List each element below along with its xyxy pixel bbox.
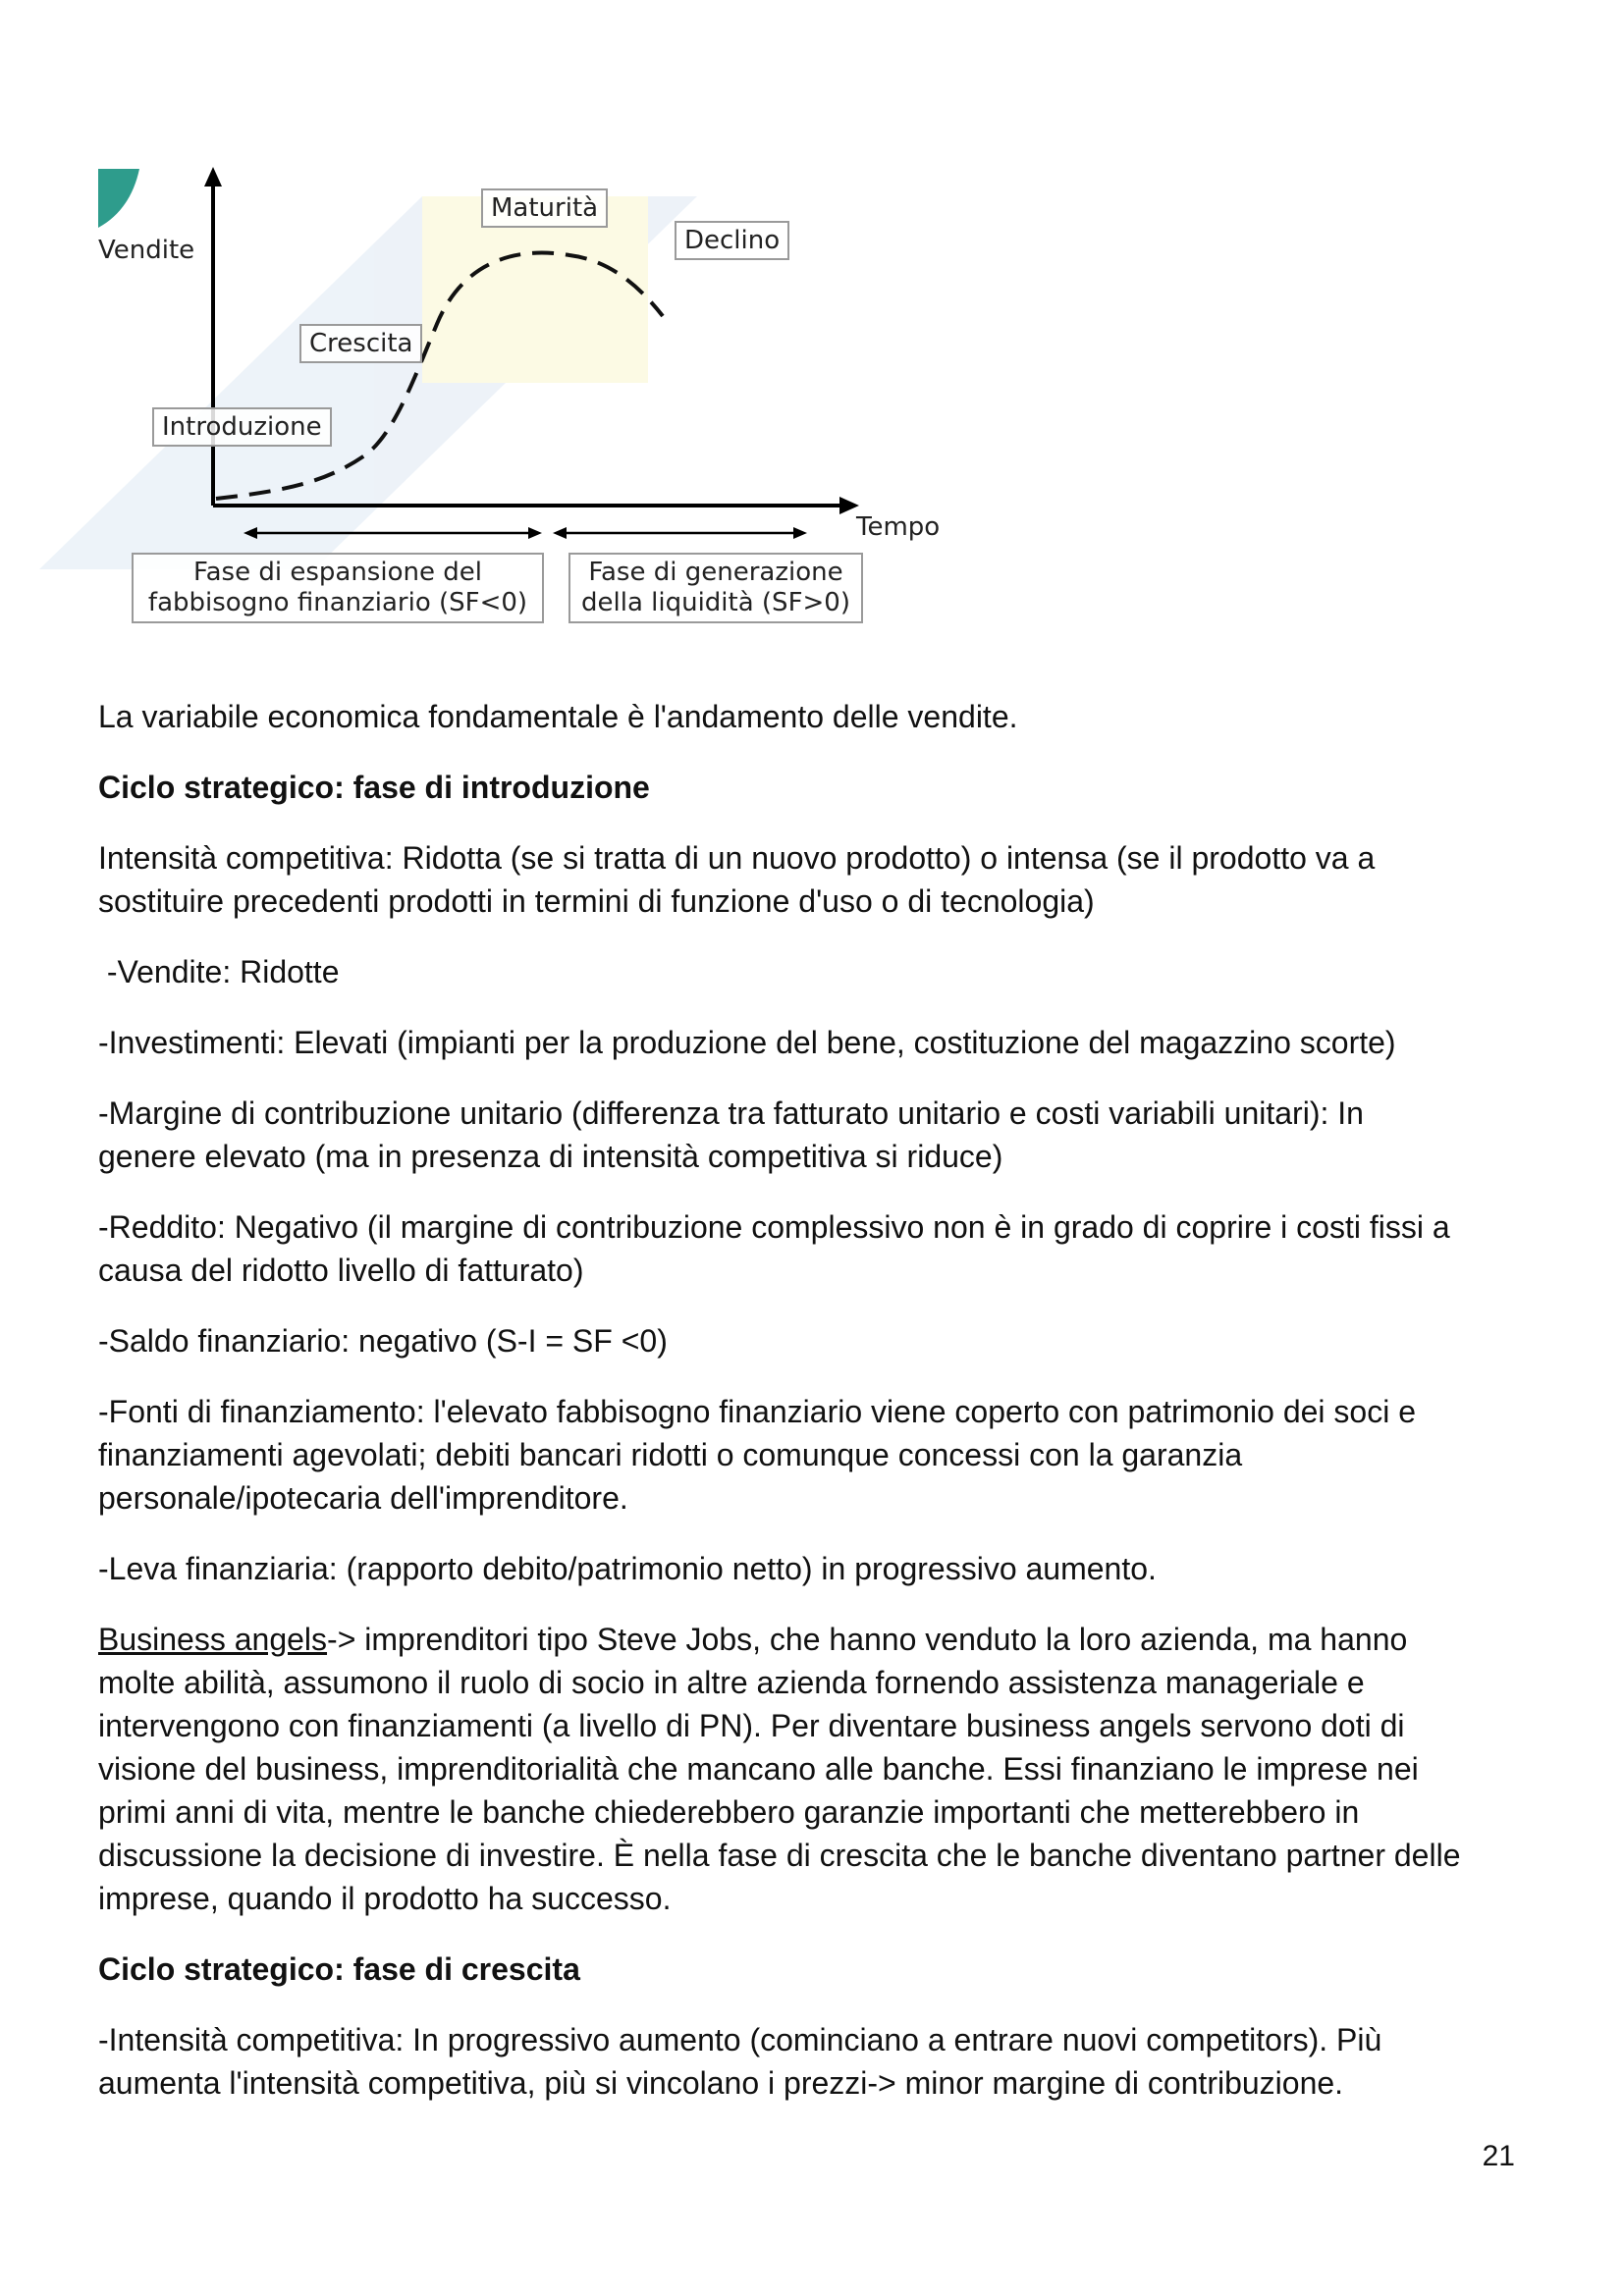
paragraph-reddito xyxy=(98,1205,1532,1292)
fonti-line1: -Fonti di finanziamento: l'elevato fabbisogno finanziario viene coperto con patrimonio dei soci e xyxy=(98,1394,1416,1429)
ba-line3: intervengono con finanziamenti (a livello di PN). Per diventare business angels servono doti di xyxy=(98,1708,1405,1743)
ba-line1-rest: -> imprenditori tipo Steve Jobs, che hanno venduto la loro azienda, ma hanno xyxy=(327,1622,1408,1657)
stage-crescita: Crescita xyxy=(299,324,422,363)
ba-line4: visione del business, imprenditorialità che mancano alle banche. Essi finanziano le imprese nei xyxy=(98,1751,1419,1787)
paragraph-saldo: -Saldo finanziario: negativo (S-I = SF <0) xyxy=(98,1323,668,1359)
phase-generazione-line1: Fase di generazione xyxy=(588,558,843,587)
intro-sentence: La variabile economica fondamentale è l'andamento delle vendite. xyxy=(98,699,1018,734)
life-cycle-figure xyxy=(98,157,962,648)
reddito-line2: causa del ridotto livello di fatturato) xyxy=(98,1253,584,1288)
intensita-line2: sostituire precedenti prodotti in termini di funzione d'uso o di tecnologia) xyxy=(98,883,1095,919)
ba-line5: primi anni di vita, mentre le banche chiederebbero garanzie importanti che metterebbero in xyxy=(98,1794,1360,1830)
ba-line2: molte abilità, assumono il ruolo di socio in altre azienda fornendo assistenza manageriale e xyxy=(98,1665,1365,1700)
phase-espansione-line2: fabbisogno finanziario (SF<0) xyxy=(147,588,528,617)
y-axis-label: Vendite xyxy=(98,236,195,265)
x-axis-label: Tempo xyxy=(856,512,941,542)
phase-generazione-line2: della liquidità (SF>0) xyxy=(581,588,850,617)
stage-declino: Declino xyxy=(675,221,789,260)
fonti-line2: finanziamenti agevolati; debiti bancari ridotti o comunque concessi con la garanzia xyxy=(98,1437,1243,1472)
paragraph-leva: -Leva finanziaria: (rapporto debito/patrimonio netto) in progressivo aumento. xyxy=(98,1551,1157,1586)
phase-espansione-line1: Fase di espansione del xyxy=(193,558,482,587)
fonti-line3: personale/ipotecaria dell'imprenditore. xyxy=(98,1480,628,1516)
paragraph-crescita-intensita xyxy=(98,2018,1532,2105)
paragraph-intensita xyxy=(98,836,1532,923)
ba-line7: imprese, quando il prodotto ha successo. xyxy=(98,1881,672,1916)
reddito-line1: -Reddito: Negativo (il margine di contribuzione complessivo non è in grado di coprire i costi fissi a xyxy=(98,1209,1450,1245)
crescita-line1: -Intensità competitiva: In progressivo aumento (cominciano a entrare nuovi competitors). Più xyxy=(98,2022,1382,2057)
body-text xyxy=(98,695,1532,2105)
paragraph-fonti xyxy=(98,1390,1532,1520)
page-number: 21 xyxy=(1482,2140,1515,2172)
accent-corner xyxy=(98,169,139,228)
paragraph-business-angels xyxy=(98,1618,1532,1920)
margine-line2: genere elevato (ma in presenza di intensità competitiva si riduce) xyxy=(98,1139,1003,1174)
paragraph-vendite: -Vendite: Ridotte xyxy=(98,954,340,989)
paragraph-margine xyxy=(98,1092,1532,1178)
stage-maturita: Maturità xyxy=(481,188,608,228)
phase-espansione xyxy=(132,553,544,623)
phase-generazione xyxy=(568,553,863,623)
stage-introduzione: Introduzione xyxy=(152,407,332,447)
heading-crescita: Ciclo strategico: fase di crescita xyxy=(98,1951,580,1987)
ba-line6: discussione la decisione di investire. È nella fase di crescita che le banche diventano partner delle xyxy=(98,1838,1461,1873)
intensita-line1: Intensità competitiva: Ridotta (se si tratta di un nuovo prodotto) o intensa (se il prodotto va a xyxy=(98,840,1376,876)
paragraph-investimenti: -Investimenti: Elevati (impianti per la produzione del bene, costituzione del magazzino scorte) xyxy=(98,1025,1396,1060)
business-angels-term: Business angels xyxy=(98,1622,328,1657)
crescita-line2: aumenta l'intensità competitiva, più si vincolano i prezzi-> minor margine di contribuzione. xyxy=(98,2065,1344,2101)
margine-line1: -Margine di contribuzione unitario (differenza tra fatturato unitario e costi variabili unitari): In xyxy=(98,1095,1364,1131)
heading-introduzione: Ciclo strategico: fase di introduzione xyxy=(98,770,650,805)
